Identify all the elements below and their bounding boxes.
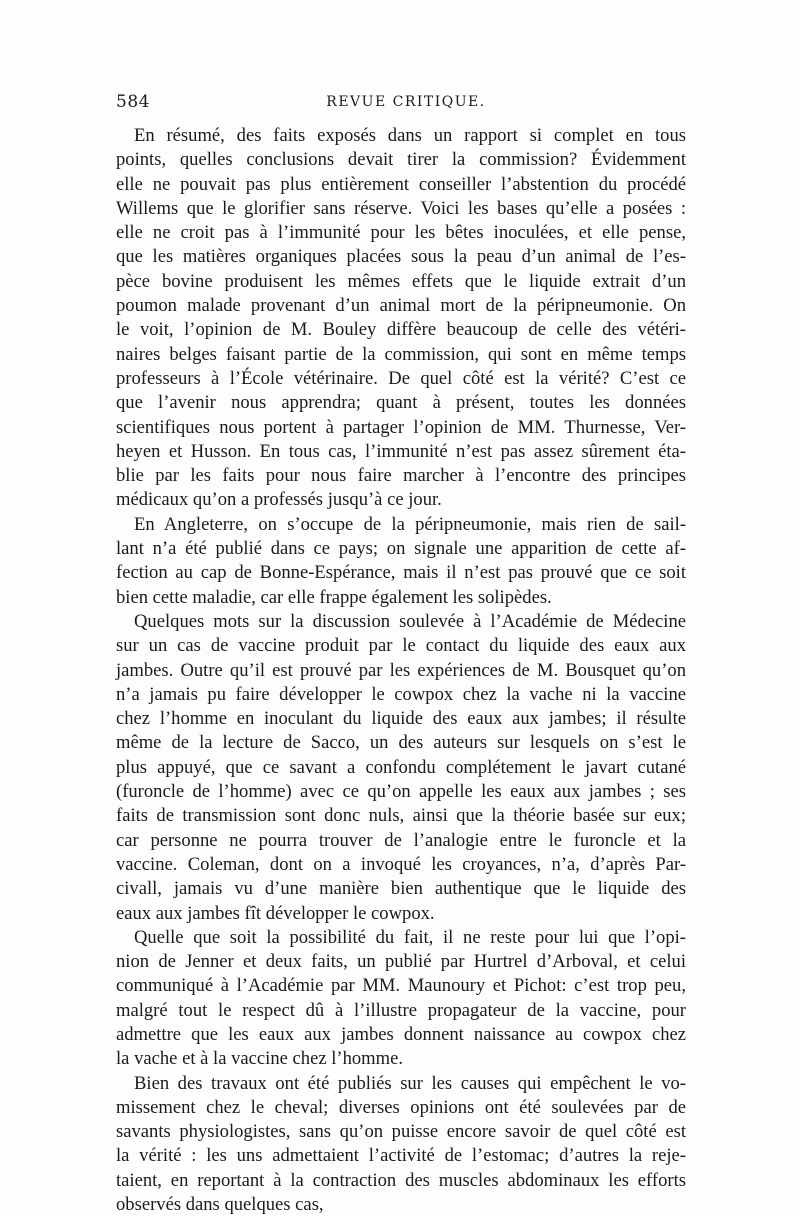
text-line: sur un cas de vaccine produit par le contact du liquide des eaux aux: [116, 635, 686, 657]
paragraph: [116, 610, 686, 926]
text-line: vaccine. Coleman, dont on a invoqué les croyances, n’a, d’après Par-: [116, 853, 686, 875]
text-line: la vache et à la vaccine chez l’homme.: [116, 1048, 404, 1070]
text-line: Quelques mots sur la discussion soulevée à l’Académie de Médecine: [134, 610, 686, 632]
text-line: même de la lecture de Sacco, un des auteurs sur lesquels on s’est le: [116, 732, 686, 754]
text-line: En résumé, des faits exposés dans un rapport si complet en tous: [134, 125, 686, 146]
text-line: admettre que les eaux aux jambes donnent naissance au cowpox chez: [116, 1023, 686, 1045]
text-line: (furoncle de l’homme) avec ce qu’on appelle les eaux aux jambes ; ses: [116, 781, 686, 803]
page-number: 584: [116, 92, 150, 112]
text-line: heyen et Husson. En tous cas, l’immunité n’est pas assez sûrement éta-: [116, 440, 686, 462]
text-line: poumon malade provenant d’un animal mort de la péripneumonie. On: [116, 295, 686, 317]
text-line: le voit, l’opinion de M. Bouley diffère beaucoup de celle des vétéri-: [116, 319, 686, 341]
text-line: que l’avenir nous apprendra; quant à présent, toutes les données: [116, 392, 686, 414]
text-line: eaux aux jambes fît développer le cowpox.: [116, 902, 435, 924]
text-line: blie par les faits pour nous faire marcher à l’encontre des principes: [116, 465, 686, 487]
running-title: REVUE CRITIQUE.: [326, 94, 486, 110]
text-line: naires belges faisant partie de la commission, qui sont en même temps: [116, 343, 686, 365]
text-line: observés dans quelques cas,: [116, 1194, 324, 1216]
text-line: professeurs à l’École vétérinaire. De quel côté est la vérité? C’est ce: [116, 367, 686, 389]
paragraph: [116, 513, 686, 610]
text-line: Bien des travaux ont été publiés sur les causes qui empêchent le vo-: [134, 1072, 686, 1094]
paragraph: [116, 124, 686, 513]
text-line: missement chez le cheval; diverses opinions ont été soulevées par de: [116, 1096, 686, 1118]
text-line: communiqué à l’Académie par MM. Maunoury et Pichot: c’est trop peu,: [116, 975, 686, 997]
text-line: Willems que le glorifier sans réserve. Voici les bases qu’elle a posées :: [116, 197, 686, 219]
text-line: chez l’homme en inoculant du liquide des eaux aux jambes; il résulte: [116, 708, 686, 730]
text-line: pèce bovine produisent les mêmes effets que le liquide extrait d’un: [116, 270, 686, 292]
text-line: elle ne pouvait pas plus entièrement conseiller l’abstention du procédé: [116, 173, 686, 195]
text-line: que les matières organiques placées sous la peau d’un animal de l’es-: [116, 246, 686, 268]
text-line: car personne ne pourra trouver de l’analogie entre le furoncle et la: [116, 829, 686, 851]
text-line: Quelle que soit la possibilité du fait, il ne reste pour lui que l’opi-: [134, 926, 686, 948]
text-line: fection au cap de Bonne-Espérance, mais il n’est pas prouvé que ce soit: [116, 562, 686, 584]
text-line: elle ne croit pas à l’immunité pour les bêtes inoculées, et elle pense,: [116, 222, 686, 244]
text-line: points, quelles conclusions devait tirer la commission? Évidemment: [116, 149, 686, 171]
body-text: [116, 124, 686, 1217]
text-line: n’a jamais pu faire développer le cowpox chez la vache ni la vaccine: [116, 683, 686, 705]
text-line: scientifiques nous portent à partager l’opinion de MM. Thurnesse, Ver-: [116, 416, 686, 438]
text-line: civall, jamais vu d’une manière bien authentique que le liquide des: [116, 878, 686, 900]
text-line: savants physiologistes, sans qu’on puisse encore savoir de quel côté est: [116, 1121, 686, 1143]
text-line: faits de transmission sont donc nuls, ainsi que la théorie basée sur eux;: [116, 805, 686, 827]
text-line: médicaux qu’on a professés jusqu’à ce jour.: [116, 489, 442, 511]
paragraph: [116, 1072, 686, 1217]
text-line: taient, en reportant à la contraction des muscles abdominaux les efforts: [116, 1169, 686, 1191]
paragraph: [116, 926, 686, 1072]
text-line: nion de Jenner et deux faits, un publié par Hurtrel d’Arboval, et celui: [116, 951, 686, 973]
text-line: malgré tout le respect dû à l’illustre propagateur de la vaccine, pour: [116, 999, 686, 1021]
text-line: plus appuyé, que ce savant a confondu complétement le javart cutané: [116, 756, 686, 778]
text-line: la vérité : les uns admettaient l’activité de l’estomac; d’autres la reje-: [116, 1145, 686, 1167]
text-line: En Angleterre, on s’occupe de la péripneumonie, mais rien de sail-: [134, 513, 686, 535]
text-line: lant n’a été publié dans ce pays; on signale une apparition de cette af-: [116, 538, 686, 560]
text-line: bien cette maladie, car elle frappe également les solipèdes.: [116, 586, 552, 608]
page-header: [116, 92, 686, 116]
text-line: jambes. Outre qu’il est prouvé par les expériences de M. Bousquet qu’on: [116, 659, 686, 681]
